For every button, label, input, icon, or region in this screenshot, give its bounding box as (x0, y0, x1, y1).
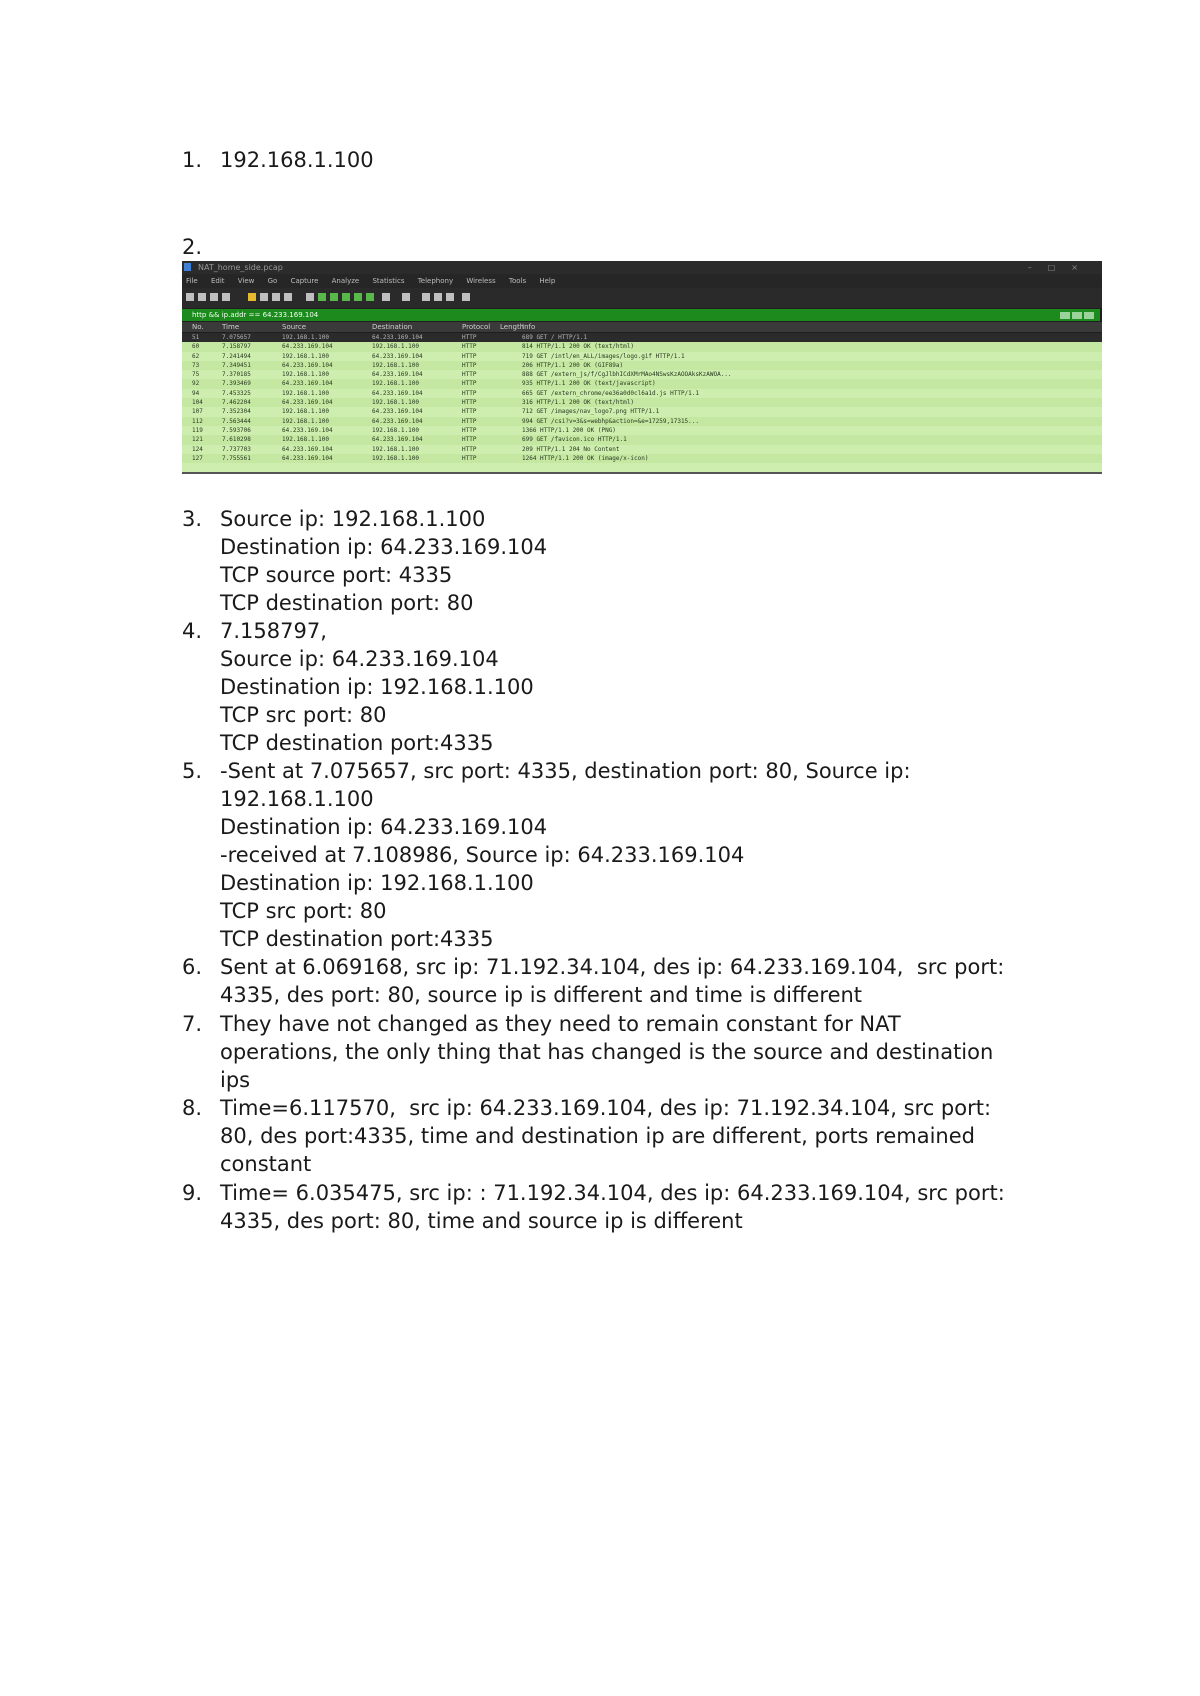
item-body (220, 146, 1080, 174)
item-number: 1. (182, 148, 203, 172)
packet-cell: 124 (192, 445, 203, 453)
packet-cell: 64.233.169.104 (372, 408, 423, 416)
packet-cell: 64.233.169.104 (282, 380, 333, 388)
item-line: Sent at 6.069168, src ip: 71.192.34.104, des ip: 64.233.169.104, src port: (220, 955, 1005, 979)
item-line: Destination ip: 64.233.169.104 (220, 535, 548, 559)
item-line: Time=6.117570, src ip: 64.233.169.104, des ip: 71.192.34.104, src port: (220, 1096, 992, 1120)
packet-cell: 7.352304 (222, 408, 251, 416)
autoscroll-icon (382, 293, 390, 301)
column-header: Length (500, 323, 525, 331)
item-line: Source ip: 192.168.1.100 (220, 507, 486, 531)
packet-cell: HTTP (462, 389, 477, 397)
goto-icon (342, 293, 350, 301)
display-filter-text: http && ip.addr == 64.233.169.104 (192, 311, 319, 319)
menu-item: Analyze (331, 277, 360, 285)
item-line: 4335, des port: 80, time and source ip is different (220, 1209, 743, 1233)
window-controls: –□× (1027, 263, 1094, 272)
display-filter-bar[interactable] (182, 309, 1100, 321)
packet-cell: 7.755561 (222, 454, 251, 462)
packet-row[interactable] (182, 361, 1102, 370)
packet-cell: 719 GET /intl/en_ALL/images/logo.gif HTTP/1.1 (522, 352, 685, 360)
item-line: Destination ip: 192.168.1.100 (220, 675, 534, 699)
item-line: TCP src port: 80 (220, 703, 387, 727)
clear-filter-icon (1060, 312, 1070, 319)
item-line: ips (220, 1068, 251, 1092)
item-line: TCP destination port:4335 (220, 927, 494, 951)
packet-cell: 64.233.169.104 (282, 399, 333, 407)
packet-cell: 104 (192, 399, 203, 407)
packet-cell: 7.453325 (222, 389, 251, 397)
packet-cell: 935 HTTP/1.1 200 OK (text/javascript) (522, 380, 656, 388)
packet-cell: 1366 HTTP/1.1 200 OK (PNG) (522, 426, 616, 434)
packet-cell: 64.233.169.104 (372, 417, 423, 425)
zoom-in-icon (422, 293, 430, 301)
close-file-icon (272, 293, 280, 301)
toolbar (182, 288, 1102, 308)
packet-cell: 814 HTTP/1.1 200 OK (text/html) (522, 343, 634, 351)
column-header: No. (192, 323, 204, 331)
packet-cell: HTTP (462, 380, 477, 388)
item-line: -Sent at 7.075657, src port: 4335, destination port: 80, Source ip: (220, 759, 911, 783)
packet-cell: HTTP (462, 417, 477, 425)
save-icon (260, 293, 268, 301)
packet-cell: 64.233.169.104 (282, 445, 333, 453)
packet-row[interactable] (182, 426, 1102, 435)
window-titlebar (182, 261, 1102, 274)
restart-icon (210, 293, 218, 301)
packet-cell: HTTP (462, 352, 477, 360)
item-line: Destination ip: 192.168.1.100 (220, 871, 534, 895)
packet-cell: 7.563444 (222, 417, 251, 425)
packet-row[interactable] (182, 417, 1102, 426)
item-number: 9. (182, 1181, 203, 1205)
column-header: Time (222, 323, 240, 331)
stop-icon (198, 293, 206, 301)
packet-cell: 192.168.1.100 (372, 454, 419, 462)
packet-cell: 64.233.169.104 (282, 426, 333, 434)
packet-cell: 64.233.169.104 (282, 343, 333, 351)
zoom-out-icon (434, 293, 442, 301)
menu-item: Wireless (466, 277, 496, 285)
packet-row[interactable] (182, 379, 1102, 388)
packet-cell: HTTP (462, 371, 477, 379)
packet-cell: HTTP (462, 408, 477, 416)
item-line: Time= 6.035475, src ip: : 71.192.34.104, des ip: 64.233.169.104, src port: (220, 1181, 1005, 1205)
item-body (220, 1010, 1080, 1094)
packet-cell: 64.233.169.104 (372, 389, 423, 397)
item-line: TCP source port: 4335 (220, 563, 453, 587)
item-body (220, 1179, 1080, 1235)
menu-item: Go (267, 277, 278, 285)
item-body (220, 617, 1080, 757)
add-filter-icon (1084, 312, 1094, 319)
status-divider (182, 472, 1102, 474)
item-body (220, 953, 1080, 1009)
menu-item: Help (539, 277, 556, 285)
packet-cell: 192.168.1.100 (282, 371, 329, 379)
packet-row[interactable] (182, 342, 1102, 351)
packet-cell: 107 (192, 408, 203, 416)
packet-cell: 64.233.169.104 (282, 361, 333, 369)
item-line: Source ip: 64.233.169.104 (220, 647, 499, 671)
packet-cell: 712 GET /images/nav_logo7.png HTTP/1.1 (522, 408, 660, 416)
packet-cell: 7.241494 (222, 352, 251, 360)
packet-cell: 64.233.169.104 (372, 334, 423, 341)
menu-item: Capture (290, 277, 319, 285)
packet-cell: HTTP (462, 334, 477, 341)
first-packet-icon (354, 293, 362, 301)
packet-cell: 689 GET / HTTP/1.1 (522, 334, 588, 341)
packet-cell: 192.168.1.100 (372, 445, 419, 453)
packet-cell: 7.737703 (222, 445, 251, 453)
item-line: 192.168.1.100 (220, 787, 374, 811)
packet-cell: 7.158797 (222, 343, 251, 351)
reload-icon (284, 293, 292, 301)
menu-item: Telephony (417, 277, 454, 285)
menu-item: View (237, 277, 255, 285)
item-line: They have not changed as they need to remain constant for NAT (220, 1012, 901, 1036)
item-number: 5. (182, 759, 203, 783)
item-line: TCP destination port:4335 (220, 731, 494, 755)
packet-cell: 64.233.169.104 (372, 436, 423, 444)
packet-row[interactable] (182, 435, 1102, 444)
packet-cell: 64.233.169.104 (282, 454, 333, 462)
item-line: operations, the only thing that has changed is the source and destination (220, 1040, 994, 1064)
packet-cell: 209 HTTP/1.1 204 No Content (522, 445, 620, 453)
packet-list-header (182, 322, 1102, 332)
packet-row[interactable] (182, 445, 1102, 454)
packet-cell: 112 (192, 417, 203, 425)
column-header: Destination (372, 323, 413, 331)
packet-cell: 192.168.1.100 (372, 399, 419, 407)
packet-cell: 119 (192, 426, 203, 434)
back-arrow-icon (318, 293, 326, 301)
item-line: Destination ip: 64.233.169.104 (220, 815, 548, 839)
item-line: 4335, des port: 80, source ip is different and time is different (220, 983, 863, 1007)
packet-cell: 7.610298 (222, 436, 251, 444)
packet-cell: HTTP (462, 343, 477, 351)
packet-cell: HTTP (462, 445, 477, 453)
packet-cell: 192.168.1.100 (282, 352, 329, 360)
item-line: -received at 7.108986, Source ip: 64.233.169.104 (220, 843, 745, 867)
folder-icon (248, 293, 256, 301)
item-line: TCP src port: 80 (220, 899, 387, 923)
column-header: Protocol (462, 323, 491, 331)
item-number: 3. (182, 507, 203, 531)
packet-cell: 64.233.169.104 (372, 352, 423, 360)
packet-cell: 60 (192, 343, 200, 351)
packet-cell: 665 GET /extern_chrome/ee36a0d0cl6a1d.js HTTP/1.1 (522, 389, 700, 397)
item-line: TCP destination port: 80 (220, 591, 474, 615)
packet-cell: 316 HTTP/1.1 200 OK (text/html) (522, 399, 634, 407)
packet-cell: 888 GET /extern_js/f/CgJlbhICdXMrMAo4NSwsKzAOOAksKzAWOA... (522, 371, 732, 379)
packet-row[interactable] (182, 389, 1102, 398)
packet-cell: HTTP (462, 454, 477, 462)
packet-cell: 92 (192, 380, 200, 388)
item-number: 6. (182, 955, 203, 979)
packet-cell: HTTP (462, 436, 477, 444)
packet-cell: 75 (192, 371, 200, 379)
packet-cell: 192.168.1.100 (282, 417, 329, 425)
options-icon (222, 293, 230, 301)
item-line: 192.168.1.100 (220, 148, 374, 172)
packet-cell: 192.168.1.100 (282, 334, 329, 341)
packet-row[interactable] (182, 398, 1102, 407)
packet-cell: 121 (192, 436, 203, 444)
packet-cell: 192.168.1.100 (372, 426, 419, 434)
packet-cell: 127 (192, 454, 203, 462)
packet-cell: 7.370185 (222, 371, 251, 379)
menu-item: Statistics (372, 277, 405, 285)
packet-row[interactable] (182, 370, 1102, 379)
item-number: 7. (182, 1012, 203, 1036)
packet-cell: 7.462204 (222, 399, 251, 407)
packet-cell: 192.168.1.100 (372, 361, 419, 369)
column-header: Info (522, 323, 536, 331)
packet-cell: 699 GET /favicon.ico HTTP/1.1 (522, 436, 627, 444)
packet-cell: HTTP (462, 426, 477, 434)
packet-cell: 206 HTTP/1.1 200 OK (GIF89a) (522, 361, 624, 369)
packet-cell: 192.168.1.100 (372, 380, 419, 388)
window-title: NAT_home_side.pcap (198, 263, 283, 272)
packet-cell: 192.168.1.100 (282, 436, 329, 444)
item-body (220, 1094, 1080, 1178)
menu-bar (182, 274, 1102, 288)
shark-fin-icon (186, 293, 194, 301)
packet-cell: HTTP (462, 399, 477, 407)
packet-cell: 7.393469 (222, 380, 251, 388)
column-header: Source (282, 323, 307, 331)
menu-item: Edit (210, 277, 225, 285)
menu-item: Tools (508, 277, 527, 285)
find-icon (306, 293, 314, 301)
zoom-reset-icon (446, 293, 454, 301)
resize-columns-icon (462, 293, 470, 301)
packet-cell: 7.075657 (222, 334, 251, 341)
packet-cell: HTTP (462, 361, 477, 369)
packet-cell: 94 (192, 389, 200, 397)
item-line: constant (220, 1152, 312, 1176)
packet-list (182, 333, 1102, 472)
packet-row[interactable] (182, 407, 1102, 416)
item-number: 2. (182, 235, 203, 259)
packet-cell: 73 (192, 361, 200, 369)
wireshark-screenshot (182, 261, 1102, 474)
forward-arrow-icon (330, 293, 338, 301)
item-body (220, 505, 1080, 617)
packet-row[interactable] (182, 454, 1102, 463)
packet-cell: 7.349451 (222, 361, 251, 369)
packet-cell: 1264 HTTP/1.1 200 OK (image/x-icon) (522, 454, 649, 462)
packet-cell: 192.168.1.100 (372, 343, 419, 351)
packet-cell: 994 GET /csi?v=3&s=webhp&action=&e=17259,17315... (522, 417, 700, 425)
packet-cell: 7.593706 (222, 426, 251, 434)
menu-item: File (186, 277, 198, 285)
packet-cell: 64.233.169.104 (372, 371, 423, 379)
colorize-icon (402, 293, 410, 301)
item-number: 4. (182, 619, 203, 643)
item-line: 80, des port:4335, time and destination ip are different, ports remained (220, 1124, 975, 1148)
packet-row[interactable] (182, 333, 1102, 342)
apply-filter-icon (1072, 312, 1082, 319)
packet-cell: 192.168.1.100 (282, 389, 329, 397)
packet-row[interactable] (182, 352, 1102, 361)
wireshark-app-icon (184, 263, 191, 271)
packet-cell: 192.168.1.100 (282, 408, 329, 416)
item-line: 7.158797, (220, 619, 327, 643)
packet-cell: 62 (192, 352, 200, 360)
item-body (220, 757, 1080, 953)
last-packet-icon (366, 293, 374, 301)
packet-cell: 51 (192, 334, 200, 341)
item-number: 8. (182, 1096, 203, 1120)
